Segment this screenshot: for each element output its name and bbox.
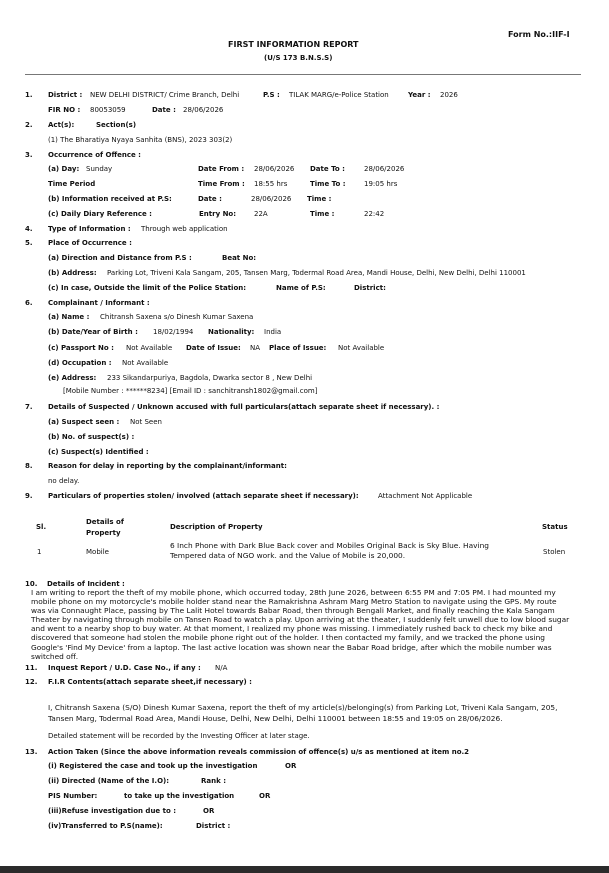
table-row-status: Stolen: [543, 548, 566, 556]
delay-reason-label: Reason for delay in reporting by the complainant/informant:: [48, 462, 287, 470]
outside-limit-label: (c) In case, Outside the limit of the Police Station:: [48, 284, 247, 292]
occupation-value: Not Available: [122, 359, 169, 367]
page-subtitle: (U/S 173 B.N.S.S): [264, 54, 333, 62]
inquest-label: Inquest Report / U.D. Case No., if any :: [48, 664, 201, 672]
info-time-label: Time :: [307, 195, 332, 203]
date-from-value: 28/06/2026: [254, 165, 295, 173]
table-header-description: Description of Property: [170, 523, 263, 531]
fir-contents-text: I, Chitransh Saxena (S/O) Dinesh Kumar Saxena, report the theft of my article(s)/belonging(s) from Parking Lot, Triveni Kala Sangam, 205, Tansen Marg, Todermal Road Area, Mandi House, Delhi, New Delhi, Delhi 110001 between 18:55 and 19:05 on 28/06/2026.: [48, 703, 558, 723]
info-received-label: (b) Information received at P.S:: [48, 195, 172, 203]
complainant-address-label: (e) Address:: [48, 374, 97, 382]
section-2-number: 2.: [25, 121, 33, 129]
section-11-number: 11.: [25, 664, 38, 672]
table-header-status: Status: [542, 523, 568, 531]
suspect-seen-value: Not Seen: [130, 418, 162, 426]
dob-value: 18/02/1994: [153, 328, 194, 336]
directed-io-label: (ii) Directed (Name of the I.O):: [48, 777, 170, 785]
registered-case-label: (i) Registered the case and took up the investigation: [48, 762, 258, 770]
incident-details-text: I am writing to report the theft of my mobile phone, which occurred today, 28th June 2026, between 6:55 PM and 7:05 PM. I had mounted my mobile phone on my motorcycle's mobile holder stand near the Ramakrishna Ashram Marg Metro Station to navigate using the GPS. My route was via Connaught Place, passing by The Lalit Hotel towards Babar Road, then through Bengali Market, and finally reaching the Kala Sangam Theater by navigating through mobile on Tansen Road to watch a play. Upon arriving at the theater, I suddenly felt unwell due to low blood sugar and went to a nearby shop to buy water. At that moment, I realized my phone was missing. I immediately rushed back to check my bike and discovered that someone had stolen the mobile phone right out of the holder. I then contacted my family, and we tracked the phone using Google's 'Find My Device' from a laptop. The last active location was shown near the Babar Road bridge, after which the mobile number was switched off.: [31, 588, 570, 661]
fir-contents-note: Detailed statement will be recorded by the Investing Officer at later stage.: [48, 732, 310, 740]
name-label: (a) Name :: [48, 313, 90, 321]
suspect-count-label: (b) No. of suspect(s) :: [48, 433, 135, 441]
fir-value: 80053059: [90, 106, 126, 114]
issue-date-value: NA: [250, 344, 261, 352]
transfer-district-label: District :: [196, 822, 231, 830]
time-to-value: 19:05 hrs: [364, 180, 398, 188]
time-from-label: Time From :: [198, 180, 245, 188]
complainant-label: Complainant / Informant :: [48, 299, 150, 307]
info-date-value: 28/06/2026: [251, 195, 292, 203]
action-taken-label: Action Taken (Since the above information reveals commission of offence(s) u/s as mentioned at item no.2: [48, 748, 470, 756]
page-title: FIRST INFORMATION REPORT: [228, 40, 359, 49]
district-value: NEW DELHI DISTRICT/ Crime Branch, Delhi: [90, 91, 240, 99]
dob-label: (b) Date/Year of Birth :: [48, 328, 138, 336]
time-period-label: Time Period: [48, 180, 96, 188]
form-number: Form No.:IIF-I: [508, 30, 570, 39]
issue-place-label: Place of Issue:: [269, 344, 327, 352]
section-9-number: 9.: [25, 492, 33, 500]
beat-label: Beat No:: [222, 254, 257, 262]
fir-label: FIR NO :: [48, 106, 81, 114]
ddr-label: (c) Daily Diary Reference :: [48, 210, 152, 218]
section-1-number: 1.: [25, 91, 33, 99]
table-header-details-line1: Details of: [86, 518, 124, 526]
inquest-value: N/A: [215, 664, 228, 672]
section-12-number: 12.: [25, 678, 38, 686]
nationality-label: Nationality:: [208, 328, 255, 336]
pis-number-label: PIS Number:: [48, 792, 98, 800]
year-label: Year :: [408, 91, 431, 99]
table-header-sl: Sl.: [36, 523, 47, 531]
section-10-number: 10.: [25, 580, 38, 588]
entry-label: Entry No:: [199, 210, 237, 218]
ddr-time-label: Time :: [310, 210, 335, 218]
properties-label: Particulars of properties stolen/ involved (attach separate sheet if necessary):: [48, 492, 359, 500]
date-from-label: Date From :: [198, 165, 245, 173]
fir-contents-label: F.I.R Contents(attach separate sheet,if necessary) :: [48, 678, 252, 686]
table-header-details-line2: Property: [86, 529, 121, 537]
or-2: OR: [259, 792, 271, 800]
sections-label: Section(s): [96, 121, 137, 129]
suspect-details-label: Details of Suspected / Unknown accused with full particulars(attach separate sheet if necessary). :: [48, 403, 440, 411]
table-row-details: Mobile: [86, 548, 109, 556]
outside-district-label: District:: [354, 284, 386, 292]
info-date-label: Date :: [198, 195, 222, 203]
date-to-label: Date To :: [310, 165, 345, 173]
table-row-description: 6 Inch Phone with Dark Blue Back cover and Mobiles Original Back is Sky Blue. Having Tempered data of NGO work. and the Value of Mobile is 20,000.: [170, 541, 489, 560]
day-value: Sunday: [86, 165, 113, 173]
fir-date-label: Date :: [152, 106, 176, 114]
ps-label: P.S :: [263, 91, 280, 99]
address-value: Parking Lot, Triveni Kala Sangam, 205, Tansen Marg, Todermal Road Area, Mandi House, Delhi, New Delhi, Delhi 110001: [107, 269, 526, 277]
suspect-identified-label: (c) Suspect(s) Identified :: [48, 448, 149, 456]
section-6-number: 6.: [25, 299, 33, 307]
section-8-number: 8.: [25, 462, 33, 470]
delay-reason-value: no delay.: [48, 477, 80, 485]
rank-label: Rank :: [201, 777, 226, 785]
passport-value: Not Available: [126, 344, 173, 352]
fir-date-value: 28/06/2026: [183, 106, 224, 114]
contact-details: [Mobile Number : ******8234] [Email ID : sanchitransh1802@gmail.com]: [63, 387, 318, 395]
time-to-label: Time To :: [310, 180, 346, 188]
take-up-investigation-label: to take up the investigation: [124, 792, 235, 800]
properties-value: Attachment Not Applicable: [378, 492, 473, 500]
acts-label: Act(s):: [48, 121, 75, 129]
occupation-label: (d) Occupation :: [48, 359, 112, 367]
ps-value: TILAK MARG/e-Police Station: [289, 91, 389, 99]
day-label: (a) Day:: [48, 165, 80, 173]
or-3: OR: [203, 807, 215, 815]
section-13-number: 13.: [25, 748, 38, 756]
or-1: OR: [285, 762, 297, 770]
address-label: (b) Address:: [48, 269, 97, 277]
section-5-number: 5.: [25, 239, 33, 247]
info-type-label: Type of Information :: [48, 225, 131, 233]
section-7-number: 7.: [25, 403, 33, 411]
time-from-value: 18:55 hrs: [254, 180, 288, 188]
page-bottom-bar: [0, 866, 609, 873]
passport-label: (c) Passport No :: [48, 344, 114, 352]
district-label: District :: [48, 91, 83, 99]
entry-value: 22A: [254, 210, 268, 218]
name-of-ps-label: Name of P.S:: [276, 284, 326, 292]
refuse-investigation-label: (iii)Refuse investigation due to :: [48, 807, 176, 815]
nationality-value: India: [264, 328, 282, 336]
suspect-seen-label: (a) Suspect seen :: [48, 418, 120, 426]
section-4-number: 4.: [25, 225, 33, 233]
occurrence-label: Occurrence of Offence :: [48, 151, 141, 159]
date-to-value: 28/06/2026: [364, 165, 405, 173]
place-label: Place of Occurrence :: [48, 239, 132, 247]
header-divider: [25, 74, 581, 75]
issue-place-value: Not Available: [338, 344, 385, 352]
year-value: 2026: [440, 91, 458, 99]
act-section-line: (1) The Bharatiya Nyaya Sanhita (BNS), 2023 303(2): [48, 136, 233, 144]
issue-date-label: Date of Issue:: [186, 344, 241, 352]
name-value: Chitransh Saxena s/o Dinesh Kumar Saxena: [100, 313, 254, 321]
incident-details-label: Details of Incident :: [47, 580, 125, 588]
info-type-value: Through web application: [141, 225, 228, 233]
ddr-time-value: 22:42: [364, 210, 385, 218]
section-3-number: 3.: [25, 151, 33, 159]
transferred-to-ps-label: (iv)Transferred to P.S(name):: [48, 822, 163, 830]
direction-label: (a) Direction and Distance from P.S :: [48, 254, 192, 262]
complainant-address-value: 233 Sikandarpuriya, Bagdola, Dwarka sector 8 , New Delhi: [107, 374, 313, 382]
table-row-sl: 1: [37, 548, 42, 556]
